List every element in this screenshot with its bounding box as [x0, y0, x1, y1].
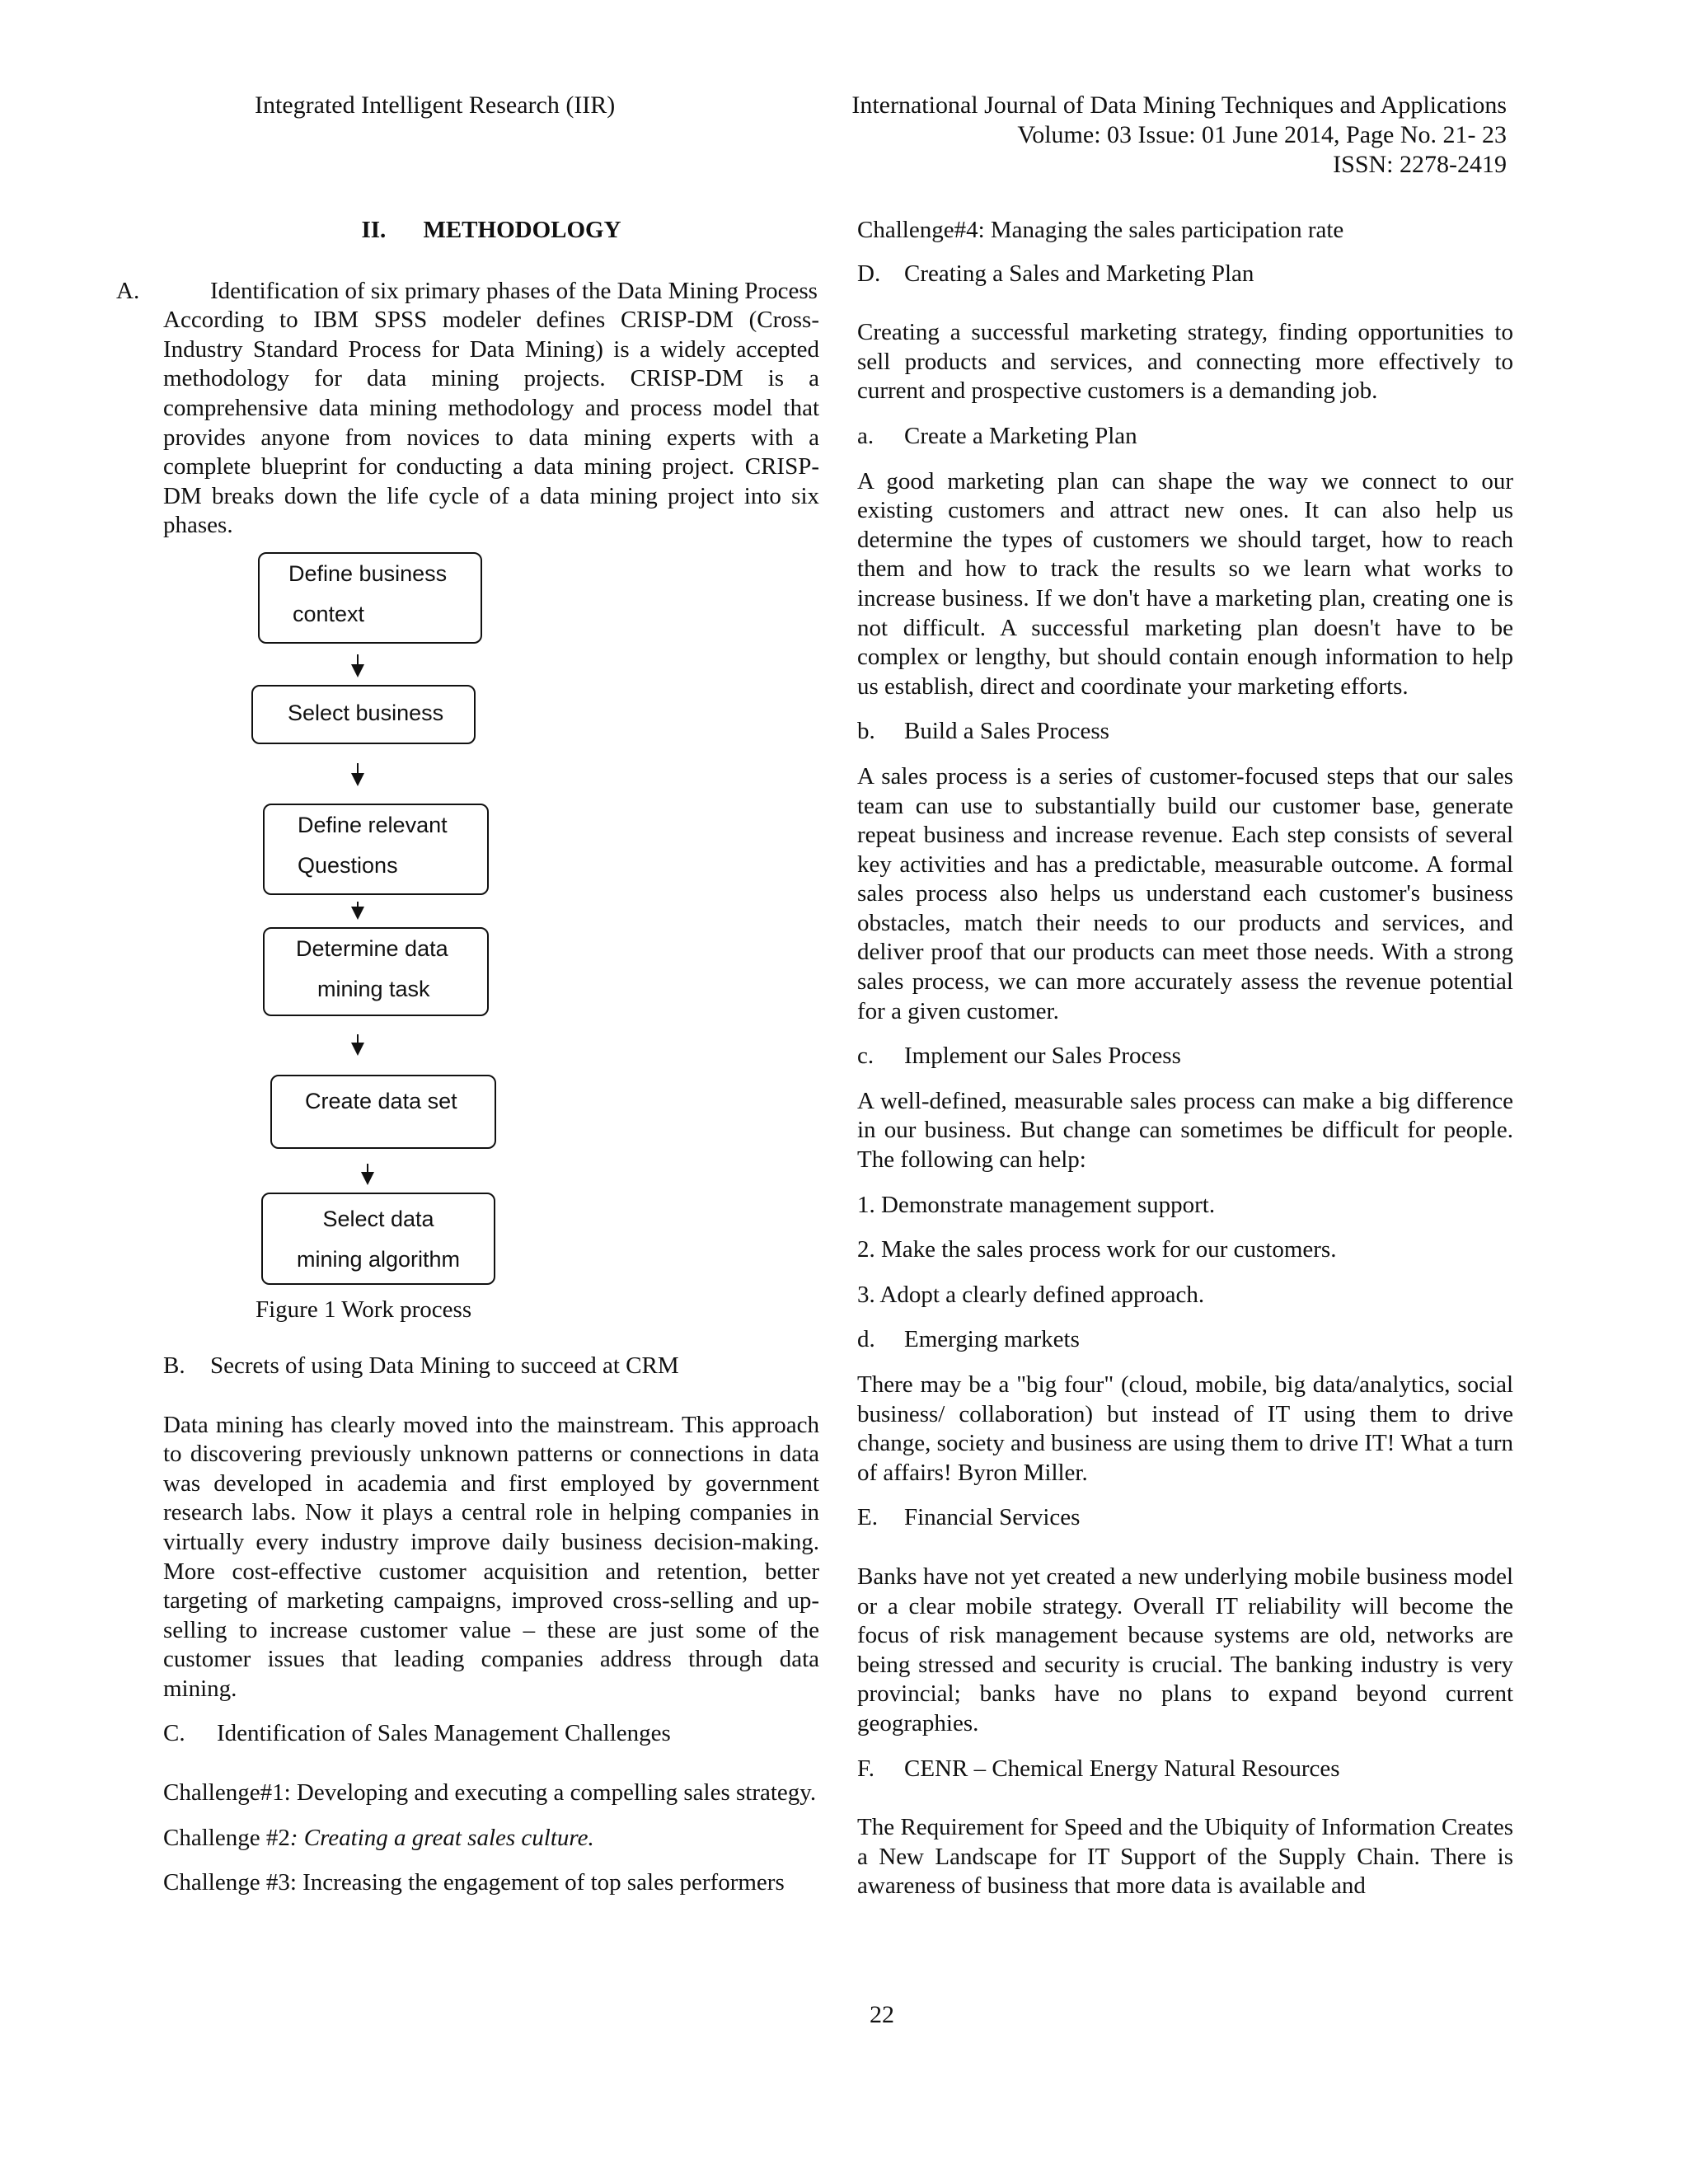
item-a-paragraph: A good marketing plan can shape the way we connect to our existing customers and attract new ones. It can also help us determine the types of customers we should target, how to reach them and how to track the results so we learn what works to increase business. If we don't have a marketing plan, creating one is not difficult. A successful marketing plan doesn't have to be complex or lengthy, but should contain enough information to help us establish, direct and coordinate your marketing efforts. — [857, 467, 1513, 700]
flow-arrow — [357, 1034, 359, 1054]
subsection-d-paragraph: Creating a successful marketing strategy, finding opportunities to sell products and services, and connecting more effectively to current and prospective customers is a demanding job. — [857, 319, 1513, 405]
challenge-4: Challenge#4: Managing the sales participation rate — [857, 217, 1344, 243]
subsection-e-heading: E. Financial Services — [857, 1504, 1081, 1531]
flow-box-3: Define relevant Questions — [263, 804, 489, 895]
list-item: 1. Demonstrate management support. — [857, 1191, 1216, 1218]
volume-info: Volume: 03 Issue: 01 June 2014, Page No. 21- 23 — [1017, 121, 1507, 148]
figure-caption: Figure 1 Work process — [256, 1296, 472, 1323]
section-heading — [163, 216, 819, 246]
subsection-b-paragraph: Data mining has clearly moved into the mainstream. This approach to discovering previously unknown patterns or connections in data was developed in academia and first employed by government research labs. Now it plays a central role in helping companies in virtually every industry improve daily business decision-making. More cost-effective customer acquisition and retention, better targeting of marketing campaigns, improved cross-selling and up-selling to increase customer value – these are just some of the customer issues that leading companies address through data mining. — [163, 1411, 819, 1702]
page-number: 22 — [870, 2001, 894, 2028]
left-column — [116, 216, 819, 1914]
subsection-e-paragraph: Banks have not yet created a new underlying mobile business model or a clear mobile strategy. Overall IT reliability will become the focus of risk management because systems are old, networks are being stressed and security is crucial. The banking industry is very provincial; banks have no plans to expand beyond current geographies. — [857, 1563, 1513, 1736]
work-process-figure — [163, 552, 819, 1352]
flow-box-1: Define business context — [258, 552, 482, 644]
subsection-a-paragraph: According to IBM SPSS modeler defines CRISP-DM (Cross-Industry Standard Process for Data Mining) is a widely accepted methodology for data mining projects. CRISP-DM is a comprehensive data mining methodology and process model that provides anyone from novices to data mining experts with a complete blueprint for conducting a data mining project. CRISP-DM breaks down the life cycle of a data mining project into six phases. — [163, 307, 819, 539]
subsection-f-paragraph: The Requirement for Speed and the Ubiquity of Information Creates a New Landscape for IT Support of the Supply Chain. There is awareness of business that more data is available and — [857, 1814, 1513, 1900]
header-left: Integrated Intelligent Research (IIR) — [255, 91, 616, 119]
flow-box-6: Select data mining algorithm — [261, 1193, 495, 1285]
challenge-2: Challenge #2: Creating a great sales culture. — [163, 1824, 594, 1851]
item-c-paragraph: A well-defined, measurable sales process can make a big difference in our business. But change can sometimes be difficult for people. The following can help: — [857, 1087, 1513, 1174]
section-number: II. — [361, 217, 387, 243]
flow-box-5: Create data set — [270, 1075, 496, 1149]
flow-arrow — [367, 1164, 368, 1183]
challenge-1: Challenge#1: Developing and executing a compelling sales strategy. — [163, 1779, 817, 1807]
issn: ISSN: 2278-2419 — [1333, 151, 1507, 178]
list-item: 3. Adopt a clearly defined approach. — [857, 1281, 1205, 1308]
journal-title: International Journal of Data Mining Techniques and Applications — [851, 91, 1507, 119]
right-column — [857, 216, 1513, 1917]
subsection-a-heading: A. Identification of six primary phases of the Data Mining Process — [116, 277, 818, 304]
challenge-3: Challenge #3: Increasing the engagement of top sales performers — [163, 1869, 785, 1896]
flow-arrow — [357, 902, 359, 918]
item-b-heading: b. Build a Sales Process — [857, 718, 1109, 745]
section-title: METHODOLOGY — [423, 217, 621, 243]
subsection-d-heading: D. Creating a Sales and Marketing Plan — [857, 260, 1254, 287]
header-right — [851, 91, 1507, 180]
flow-box-4: Determine data mining task — [263, 927, 489, 1016]
subsection-f-heading: F. CENR – Chemical Energy Natural Resources — [857, 1755, 1340, 1782]
item-d-heading: d. Emerging markets — [857, 1326, 1080, 1353]
flow-arrow — [357, 763, 359, 785]
item-a-heading: a. Create a Marketing Plan — [857, 422, 1137, 449]
item-d-paragraph: There may be a "big four" (cloud, mobile, big data/analytics, social business/ collaboration) but instead of IT using them to drive change, society and business are using them to drive IT! What a turn of affairs! Byron Miller. — [857, 1371, 1513, 1486]
subsection-c-heading: C. Identification of Sales Management Challenges — [163, 1720, 671, 1747]
flow-box-2: Select business — [251, 685, 476, 744]
flow-arrow — [357, 654, 359, 676]
item-b-paragraph: A sales process is a series of customer-focused steps that our sales team can use to substantially build our customer base, generate repeat business and increase revenue. Each step consists of several key activities and has a predictable, measurable outcome. A formal sales process also helps us understand each customer's business obstacles, match their needs to our products and services, and deliver proof that our products can meet those needs. With a strong sales process, we can more accurately assess the revenue potential for a given customer. — [857, 762, 1513, 1024]
subsection-b-heading: B. Secrets of using Data Mining to succeed at CRM — [163, 1352, 679, 1379]
item-c-heading: c. Implement our Sales Process — [857, 1043, 1181, 1070]
list-item: 2. Make the sales process work for our customers. — [857, 1236, 1337, 1263]
